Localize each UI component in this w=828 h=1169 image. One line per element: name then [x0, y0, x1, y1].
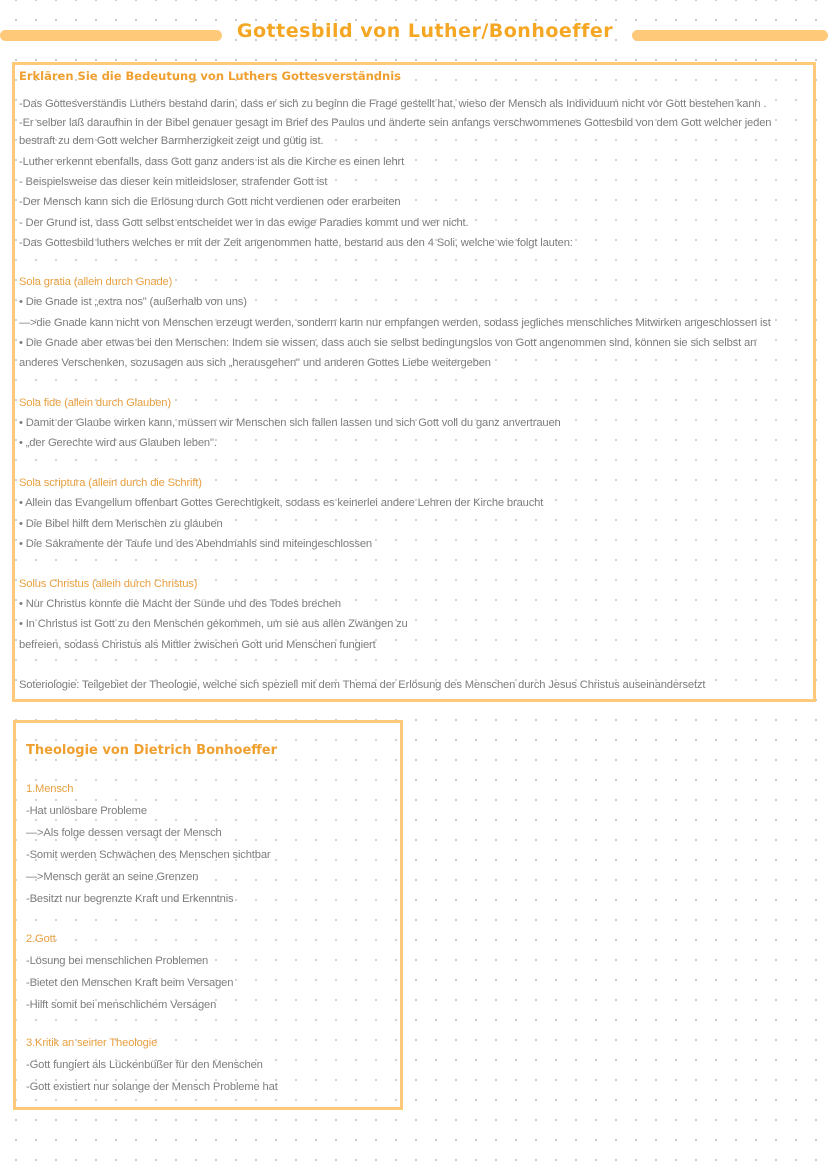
- text-line: -Luther erkennt ebenfalls, dass Gott ganz anders ist als die Kirche es einen lehrt: [19, 156, 405, 168]
- text-line: -Besitzt nur begrenzte Kraft und Erkenntnis: [26, 893, 234, 905]
- luther-section: [12, 62, 816, 702]
- text-line: -Hilft somit bei menschlichem Versagen: [26, 999, 217, 1011]
- text-line: anderes Verschenken, sozusagen aus sich „herausgehen" und anderen Gottes Liebe weitergeben: [19, 357, 491, 369]
- title-bar: [0, 20, 828, 46]
- bonhoeffer-heading: Theologie von Dietrich Bonhoeffer: [26, 743, 278, 758]
- text-line: befreien, sodass Christus als Mittler zwischen Gott und Menschen fungiert: [19, 639, 376, 651]
- text-line: • Damit der Glaube wirken kann, müssen wir Menschen sich fallen lassen und sich Gott voll du ganz anvertrauen: [19, 417, 561, 429]
- text-line: -Gott fungiert als Lückenbüßer für den Menschen: [26, 1059, 263, 1071]
- text-line: —>die Gnade kann nicht von Menschen erzeugt werden, sondern kann nur empfangen werden, sodass jegliches menschliches Mitwirken angeschlossen ist: [19, 317, 771, 329]
- text-line: -Das Gottesbild luthers welches er mit der Zeit angenommen hatte, bestand aus den 4 Soli, welche wie folgt lauten:: [19, 237, 573, 249]
- title-highlight-right: [632, 30, 828, 41]
- text-line: - Der Grund ist, dass Gott selbst entscheidet wer in das ewige Paradies kommt und wer nicht.: [19, 217, 469, 229]
- text-line: • Nur Christus konnte die Macht der Sünde und des Todes brechen: [19, 598, 342, 610]
- text-line: —>Als folge dessen versagt der Mensch: [26, 827, 222, 839]
- text-line: -Bietet den Menschen Kraft beim Versagen: [26, 977, 234, 989]
- text-line: - Beispielsweise das dieser kein mitleidsloser, strafender Gott ist: [19, 176, 328, 188]
- text-line: -Er selber laß daraufhin in der Bibel genauer gesagt im Brief des Paulus und änderte sein anfangs verschwommenes Gottesbild von dem Gott welcher jeden: [19, 117, 772, 129]
- text-line: • Die Sakramente der Taufe und des Abendmahls sind miteingeschlossen: [19, 538, 372, 550]
- text-line: • „der Gerechte wird aus Glauben leben".: [19, 437, 217, 449]
- text-line: • Allein das Evangelium offenbart Gottes Gerechtigkeit, sodass es keinerlei andere Lehren der Kirche braucht: [19, 497, 544, 509]
- soteriologie-definition: Soteriologie: Teilgebiet der Theologie, welche sich speziell mit dem Thema der Erlösung des Menschen durch Jesus Christus auseinandersetzt: [19, 679, 706, 691]
- text-line: -Lösung bei menschlichen Problemen: [26, 955, 209, 967]
- text-line: -Somit werden Schwächen des Menschen sichtbar: [26, 849, 271, 861]
- text-line: -Hat unlösbare Probleme: [26, 805, 147, 817]
- sola-gratia-heading: Sola gratia (allein durch Gnade): [19, 276, 173, 288]
- mensch-heading: 1.Mensch: [26, 783, 74, 795]
- sola-fide-heading: Sola fide (allein durch Glauben): [19, 397, 171, 409]
- text-line: • Die Gnade ist „extra nos" (außerhalb von uns): [19, 296, 247, 308]
- bonhoeffer-section: [13, 720, 403, 1110]
- solus-christus-heading: Solus Christus (allein durch Christus): [19, 578, 198, 590]
- text-line: • Die Gnade aber etwas bei den Menschen: Indem sie wissen, dass auch sie selbst bedingungslos von Gott angenommen sind, können sie sich selbst an: [19, 337, 757, 349]
- text-line: • Die Bibel hilft dem Menschen zu glauben: [19, 518, 223, 530]
- page-title: Gottesbild von Luther/Bonhoeffer: [236, 20, 614, 42]
- kritik-heading: 3.Kritik an seiner Theologie: [26, 1037, 158, 1049]
- text-line: bestraft zu dem Gott welcher Barmherzigkeit zeigt und gütig ist.: [19, 135, 324, 147]
- text-line: -Das Gottesverständis Luthers bestand darin, dass er sich zu beginn die Frage gestellt hat, wieso der Mensch als Individuum nicht vor Gott bestehen kann .: [19, 98, 767, 110]
- gott-heading: 2.Gott: [26, 933, 56, 945]
- text-line: —>Mensch gerät an seine Grenzen: [26, 871, 199, 883]
- title-highlight-left: [0, 30, 222, 41]
- text-line: -Der Mensch kann sich die Erlösung durch Gott nicht verdienen oder erarbeiten: [19, 196, 401, 208]
- text-line: • In Christus ist Gott zu den Menschen gekommen, um sie aus allen Zwängen zu: [19, 618, 408, 630]
- text-line: -Gott existiert nur solange der Mensch Probleme hat: [26, 1081, 278, 1093]
- luther-heading: Erklären Sie die Bedeutung von Luthers Gottesverständnis: [19, 69, 401, 83]
- sola-scriptura-heading: Sola scriptura (allein durch die Schrift): [19, 477, 202, 489]
